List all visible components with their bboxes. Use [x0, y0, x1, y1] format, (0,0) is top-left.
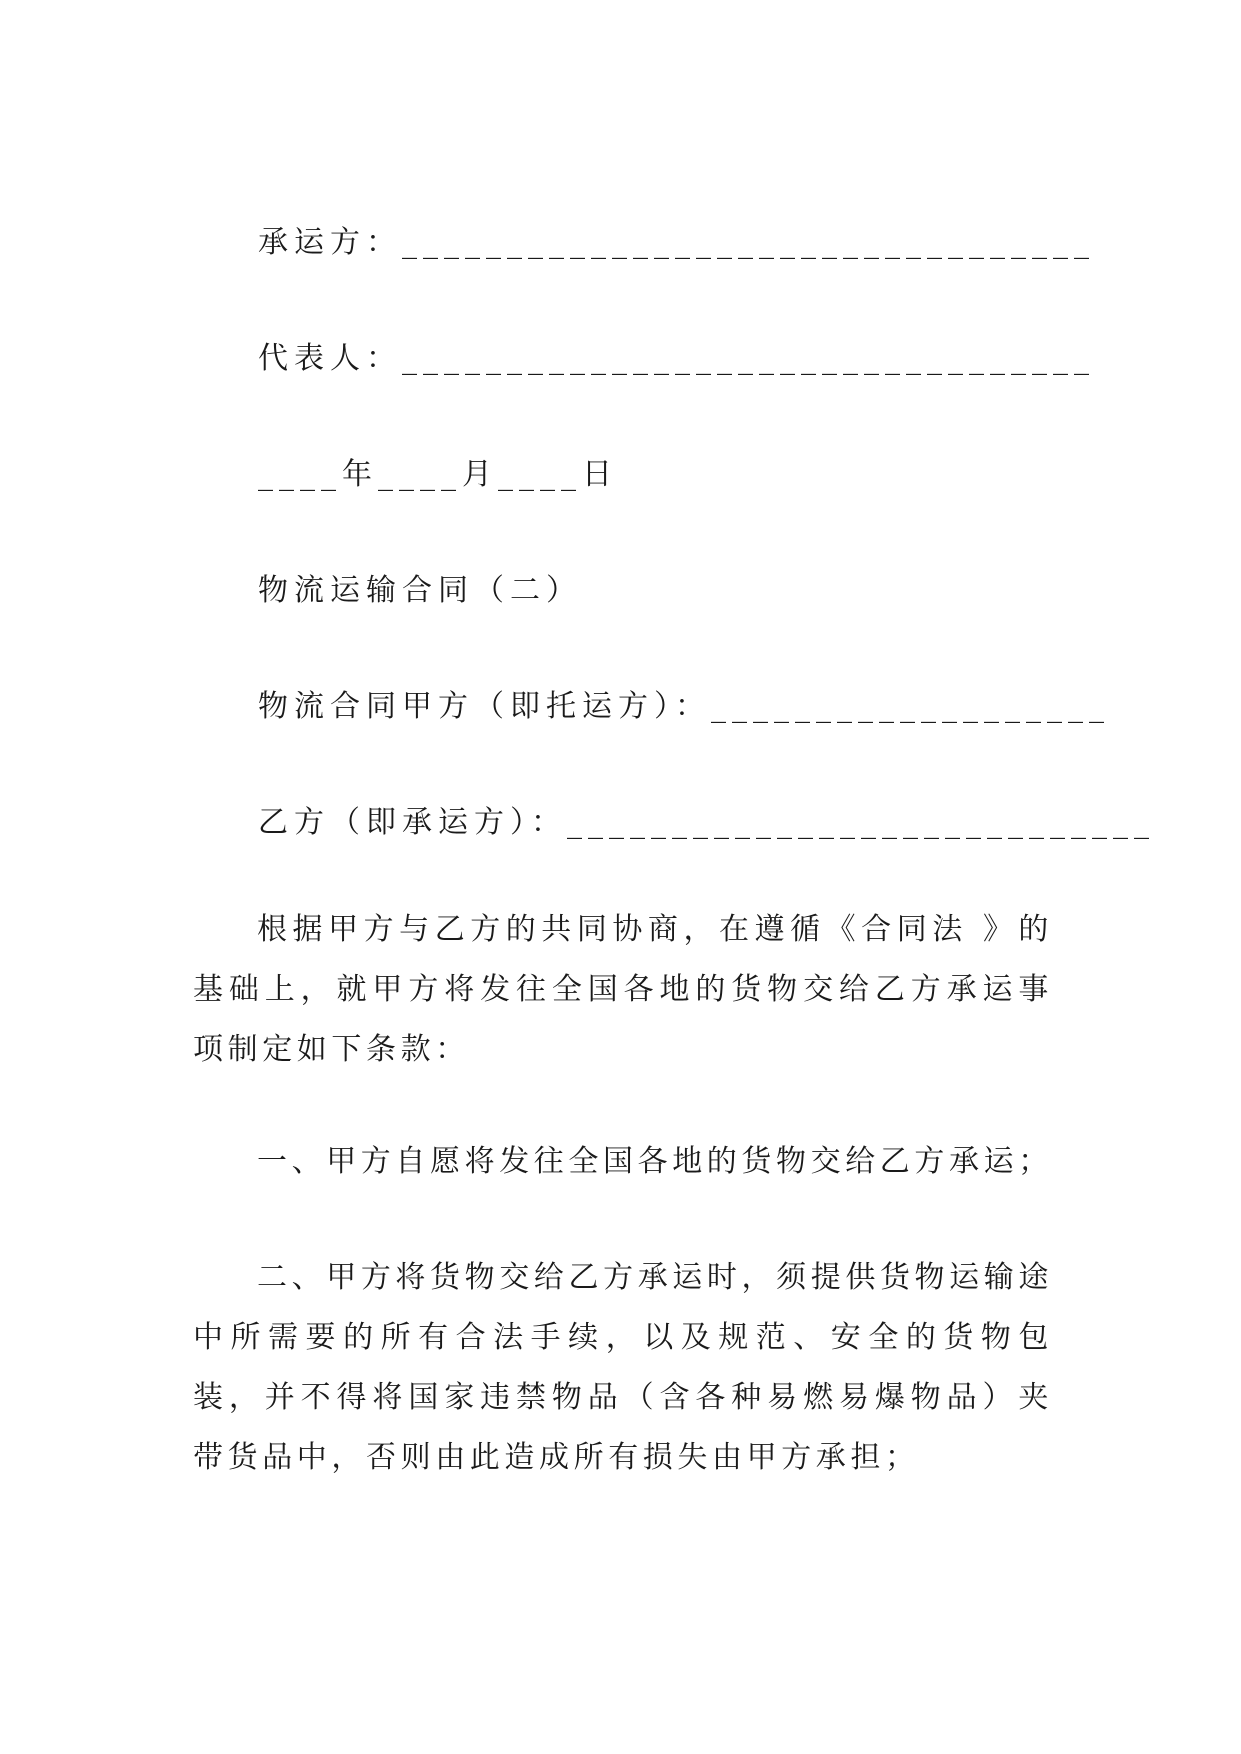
contract-title: 物流运输合同（二） — [258, 573, 582, 608]
party-a-line: 物流合同甲方（即托运方）：___________________ — [258, 689, 1110, 724]
carrier-signature-line: 承运方：_________________________________ — [258, 225, 1095, 260]
date-line: ____年____月____日 — [258, 457, 618, 492]
clause-1-paragraph: 一、甲方自愿将发往全国各地的货物交给乙方承运； — [257, 1144, 1053, 1179]
representative-signature-line: 代表人：_________________________________ — [258, 341, 1095, 376]
clause-2-paragraph: 二、甲方将货物交给乙方承运时，须提供货物运输途中所需要的所有合法手续，以及规范、安全的货物包装，并不得将国家违禁物品（含各种易燃易爆物品）夹带货品中，否则由此造成所有损失由甲方承担； — [193, 1260, 1053, 1475]
party-b-line: 乙方（即承运方）：____________________________ — [258, 805, 1155, 840]
preamble-paragraph: 根据甲方与乙方的共同协商，在遵循《合同法 》的基础上，就甲方将发往全国各地的货物交给乙方承运事项制定如下条款： — [193, 912, 1053, 1067]
